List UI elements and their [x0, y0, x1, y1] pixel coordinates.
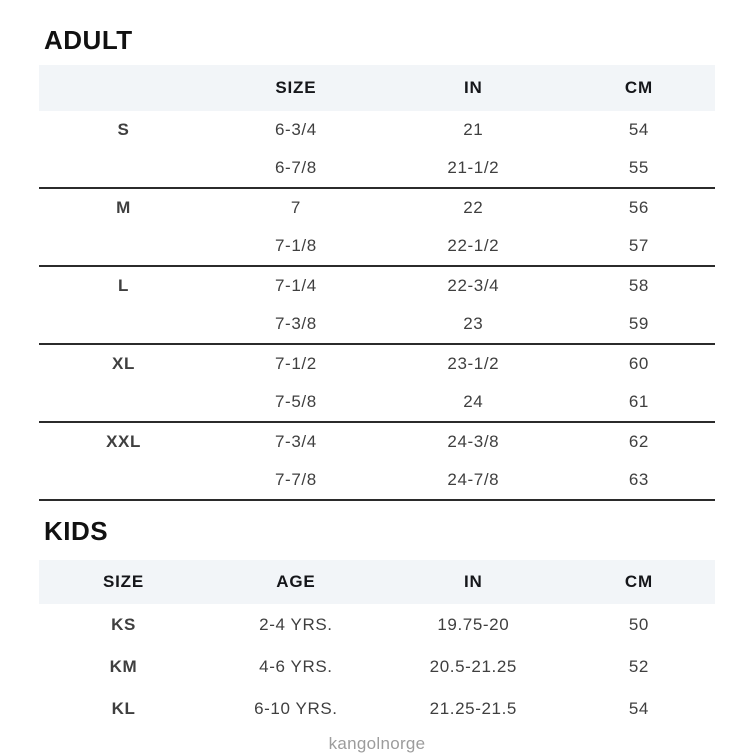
cell-in: 24-7/8: [447, 470, 500, 489]
size-group-label: [39, 227, 208, 266]
table-row: [39, 227, 715, 266]
size-group-label: [39, 149, 208, 188]
table-row: [39, 111, 715, 149]
cell-size: 7-3/4: [275, 432, 317, 451]
size-group-label: [39, 383, 208, 422]
size-group-label: S: [117, 120, 130, 139]
size-group-label: KS: [111, 615, 136, 634]
cell-cm: 63: [628, 470, 649, 489]
cell-size: 6-7/8: [275, 158, 317, 177]
cell-size: 7-1/4: [275, 276, 317, 295]
cell-in: 24: [463, 392, 484, 411]
cell-cm: 60: [628, 354, 649, 373]
kids-header-row: [39, 560, 715, 604]
cell-in: 21-1/2: [447, 158, 500, 177]
table-row: [39, 344, 715, 383]
cell-cm: 57: [628, 236, 649, 255]
cell-in: 22-1/2: [447, 236, 500, 255]
adult-section-heading: ADULT: [44, 25, 133, 55]
cell-cm: 58: [628, 276, 649, 295]
table-row: [39, 266, 715, 305]
cell-in: 23-1/2: [447, 354, 500, 373]
cell-in: 21: [463, 120, 484, 139]
adult-col-cm: CM: [563, 65, 715, 111]
cell-size: 7-1/2: [275, 354, 317, 373]
cell-age: 4-6 YRS.: [259, 657, 333, 676]
cell-size: 7-7/8: [275, 470, 317, 489]
size-group-label: [39, 305, 208, 344]
adult-col-in: IN: [384, 65, 563, 111]
cell-size: 6-3/4: [275, 120, 317, 139]
cell-cm: 56: [628, 198, 649, 217]
cell-in: 24-3/8: [447, 432, 500, 451]
kids-col-age: AGE: [208, 560, 384, 604]
size-group-label: XL: [112, 354, 135, 373]
cell-cm: 61: [628, 392, 649, 411]
cell-age: 2-4 YRS.: [259, 615, 333, 634]
cell-in: 20.5-21.25: [429, 657, 517, 676]
size-group-label: KM: [109, 657, 138, 676]
cell-cm: 52: [628, 657, 649, 676]
size-group-label: [39, 461, 208, 500]
cell-in: 22: [463, 198, 484, 217]
cell-cm: 54: [628, 699, 649, 718]
cell-in: 23: [463, 314, 484, 333]
cell-size: 7-5/8: [275, 392, 317, 411]
cell-in: 21.25-21.5: [429, 699, 517, 718]
kids-size-table: [39, 560, 715, 730]
cell-in: 19.75-20: [437, 615, 510, 634]
table-row: [39, 604, 715, 646]
cell-size: 7-1/8: [275, 236, 317, 255]
cell-size: 7: [290, 198, 301, 217]
cell-cm: 55: [628, 158, 649, 177]
brand-watermark: kangolnorge: [328, 734, 426, 753]
adult-header-row: [39, 65, 715, 111]
kids-col-size: SIZE: [39, 560, 208, 604]
table-row: [39, 688, 715, 730]
cell-cm: 54: [628, 120, 649, 139]
table-row: [39, 188, 715, 227]
cell-cm: 59: [628, 314, 649, 333]
adult-col-label: [39, 65, 208, 111]
adult-group-l: [39, 266, 715, 344]
adult-col-size: SIZE: [208, 65, 384, 111]
kids-col-in: IN: [384, 560, 563, 604]
size-group-label: KL: [111, 699, 136, 718]
cell-age: 6-10 YRS.: [254, 699, 338, 718]
cell-size: 7-3/8: [275, 314, 317, 333]
adult-group-s: [39, 111, 715, 188]
size-group-label: M: [116, 198, 131, 217]
adult-group-xxl: [39, 422, 715, 500]
cell-cm: 62: [628, 432, 649, 451]
table-row: [39, 422, 715, 461]
table-row: [39, 305, 715, 344]
cell-in: 22-3/4: [447, 276, 500, 295]
size-group-label: L: [118, 276, 129, 295]
table-row: [39, 383, 715, 422]
kids-section-heading: KIDS: [44, 516, 109, 546]
table-row: [39, 461, 715, 500]
table-row: [39, 646, 715, 688]
cell-cm: 50: [628, 615, 649, 634]
adult-group-m: [39, 188, 715, 266]
adult-size-table: [39, 65, 715, 501]
kids-col-cm: CM: [563, 560, 715, 604]
size-group-label: XXL: [106, 432, 141, 451]
table-row: [39, 149, 715, 188]
adult-group-xl: [39, 344, 715, 422]
